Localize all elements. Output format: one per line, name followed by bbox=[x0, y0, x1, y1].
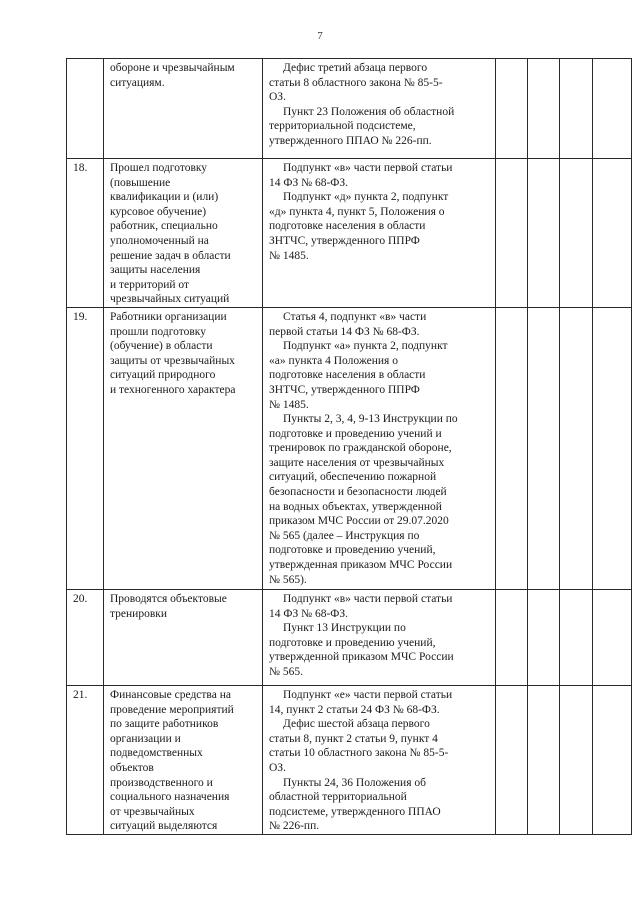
requirement-line: квалификации и (или) bbox=[110, 191, 219, 204]
legal-reference-text bbox=[263, 59, 495, 149]
requirement-line: обороне и чрезвычайным bbox=[110, 62, 235, 74]
reference-line: ЗНТЧС, утвержденного ППРФ bbox=[269, 383, 420, 396]
requirement-line: уполномоченный на bbox=[110, 234, 209, 247]
reference-line: областной территориальной bbox=[269, 791, 407, 804]
check-cell bbox=[593, 59, 632, 159]
reference-line: статьи 8 областного закона № 85-5- bbox=[269, 76, 443, 89]
row-number: 18. bbox=[73, 162, 88, 174]
table-row bbox=[67, 589, 632, 685]
legal-reference-text bbox=[263, 590, 495, 680]
reference-line: ОЗ. bbox=[269, 91, 286, 104]
reference-line: ситуаций, обеспечению пожарной bbox=[269, 471, 437, 484]
table-row bbox=[67, 59, 632, 159]
requirement-line: тренировки bbox=[110, 607, 168, 620]
requirement-line: курсовое обучение) bbox=[110, 205, 207, 218]
page-number: 7 bbox=[317, 30, 323, 42]
reference-line: Подпункт «в» части первой статьи bbox=[283, 592, 453, 605]
reference-line: первой статьи 14 ФЗ № 68-ФЗ. bbox=[269, 325, 420, 338]
legal-reference-text bbox=[263, 686, 495, 834]
check-cell bbox=[528, 685, 560, 834]
requirement-line: проведение мероприятий bbox=[110, 703, 234, 716]
row-number-cell bbox=[67, 685, 104, 834]
requirement-cell bbox=[104, 685, 263, 834]
requirements-table bbox=[66, 58, 632, 835]
requirement-cell bbox=[104, 59, 263, 159]
table-body bbox=[67, 59, 632, 835]
reference-line: ОЗ. bbox=[269, 761, 286, 774]
requirement-text bbox=[104, 159, 262, 307]
reference-line: утвержденного ППАО № 226-пп. bbox=[269, 134, 432, 147]
reference-paragraph bbox=[269, 161, 491, 190]
row-number: 19. bbox=[73, 310, 88, 323]
reference-line: статьи 8, пункт 2 статьи 9, пункт 4 bbox=[269, 732, 438, 745]
reference-line: № 1485. bbox=[269, 249, 309, 262]
legal-reference-text bbox=[263, 159, 495, 263]
row-number bbox=[67, 59, 103, 61]
requirement-line: защиты от чрезвычайных bbox=[110, 354, 235, 367]
requirement-line: Работники организации bbox=[110, 310, 227, 323]
requirement-line: решение задач в области bbox=[110, 249, 231, 262]
reference-line: ЗНТЧС, утвержденного ППРФ bbox=[269, 234, 420, 247]
reference-line: подготовке и проведению учений, bbox=[269, 544, 436, 557]
requirement-line: и техногенного характера bbox=[110, 383, 236, 396]
reference-line: приказом МЧС России от 29.07.2020 bbox=[269, 515, 449, 528]
reference-line: Подпункт «д» пункта 2, подпункт bbox=[283, 191, 449, 204]
row-number-cell bbox=[67, 159, 104, 308]
legal-reference-cell bbox=[263, 589, 496, 685]
requirement-cell bbox=[104, 307, 263, 589]
requirement-line: ситуаций природного bbox=[110, 369, 216, 382]
check-cell bbox=[496, 159, 528, 308]
check-cell bbox=[560, 685, 593, 834]
check-cell bbox=[560, 307, 593, 589]
requirement-line: прошли подготовку bbox=[110, 325, 206, 338]
reference-line: Дефис шестой абзаца первого bbox=[283, 718, 430, 731]
requirement-text bbox=[104, 686, 262, 834]
reference-line: 14, пункт 2 статьи 24 ФЗ № 68-ФЗ. bbox=[269, 703, 440, 716]
legal-reference-cell bbox=[263, 59, 496, 159]
requirement-line: Финансовые средства на bbox=[110, 688, 231, 701]
check-cell bbox=[496, 589, 528, 685]
check-cell bbox=[560, 589, 593, 685]
reference-line: Пункт 23 Положения об областной bbox=[283, 105, 455, 118]
requirement-cell bbox=[104, 589, 263, 685]
reference-line: № 565. bbox=[269, 665, 303, 678]
row-number: 20. bbox=[73, 592, 88, 605]
reference-line: «а» пункта 4 Положения о bbox=[269, 354, 398, 367]
reference-line: Подпункт «е» части первой статьи bbox=[283, 688, 453, 701]
requirement-line: ситуациям. bbox=[110, 76, 165, 89]
check-cell bbox=[528, 159, 560, 308]
requirement-line: защиты населения bbox=[110, 264, 201, 277]
reference-line: тренировок по гражданской обороне, bbox=[269, 442, 452, 455]
requirement-line: работник, специально bbox=[110, 220, 218, 233]
requirement-line: Проводятся объектовые bbox=[110, 592, 227, 605]
reference-line: № 1485. bbox=[269, 398, 309, 411]
reference-line: подготовке населения в области bbox=[269, 220, 426, 233]
row-number: 21. bbox=[73, 688, 88, 701]
reference-line: подсистеме, утвержденного ППАО bbox=[269, 805, 441, 818]
reference-line: Статья 4, подпункт «в» части bbox=[283, 310, 427, 323]
requirement-line: (повышение bbox=[110, 176, 171, 189]
reference-line: № 226-пп. bbox=[269, 820, 320, 833]
reference-line: Пункт 13 Инструкции по bbox=[283, 622, 406, 635]
requirement-line: (обучение) в области bbox=[110, 340, 213, 353]
requirement-line: по защите работников bbox=[110, 718, 219, 731]
reference-line: статьи 10 областного закона № 85-5- bbox=[269, 747, 449, 760]
row-number-cell bbox=[67, 59, 104, 159]
check-cell bbox=[496, 307, 528, 589]
requirement-line: подведомственных bbox=[110, 747, 203, 760]
reference-line: Пункты 2, 3, 4, 9-13 Инструкции по bbox=[283, 413, 458, 426]
reference-line: № 565 (далее – Инструкция по bbox=[269, 529, 420, 542]
reference-line: Подпункт «в» части первой статьи bbox=[283, 162, 453, 174]
reference-line: «д» пункта 4, пункт 5, Положения о bbox=[269, 205, 445, 218]
legal-reference-text bbox=[263, 308, 495, 587]
reference-line: утвержденной приказом МЧС России bbox=[269, 651, 454, 664]
reference-paragraph bbox=[269, 776, 491, 834]
reference-paragraph bbox=[269, 310, 491, 339]
reference-paragraph bbox=[269, 717, 491, 775]
table-row bbox=[67, 307, 632, 589]
reference-line: подготовке и проведению учений, bbox=[269, 636, 436, 649]
reference-paragraph bbox=[269, 412, 491, 587]
table-row bbox=[67, 685, 632, 834]
requirement-text bbox=[104, 590, 262, 621]
reference-line: Пункты 24, 36 Положения об bbox=[283, 776, 426, 789]
row-number-cell bbox=[67, 307, 104, 589]
check-cell bbox=[496, 59, 528, 159]
requirement-text bbox=[104, 308, 262, 398]
requirement-line: социального назначения bbox=[110, 791, 230, 804]
requirement-line: ситуаций выделяются bbox=[110, 820, 218, 833]
check-cell bbox=[593, 685, 632, 834]
reference-paragraph bbox=[269, 61, 491, 105]
reference-line: утвержденная приказом МЧС России bbox=[269, 559, 453, 572]
table-row bbox=[67, 159, 632, 308]
requirement-line: объектов bbox=[110, 761, 154, 774]
reference-paragraph bbox=[269, 105, 491, 149]
requirement-line: от чрезвычайных bbox=[110, 805, 195, 818]
check-cell bbox=[593, 589, 632, 685]
legal-reference-cell bbox=[263, 685, 496, 834]
reference-line: Подпункт «а» пункта 2, подпункт bbox=[283, 340, 448, 353]
reference-line: Дефис третий абзаца первого bbox=[283, 62, 428, 74]
requirement-line: организации и bbox=[110, 732, 181, 745]
check-cell bbox=[528, 59, 560, 159]
reference-paragraph bbox=[269, 688, 491, 717]
check-cell bbox=[560, 59, 593, 159]
legal-reference-cell bbox=[263, 159, 496, 308]
check-cell bbox=[528, 307, 560, 589]
check-cell bbox=[593, 307, 632, 589]
reference-line: подготовке населения в области bbox=[269, 369, 426, 382]
requirement-cell bbox=[104, 159, 263, 308]
requirement-line: производственного и bbox=[110, 776, 213, 789]
check-cell bbox=[560, 159, 593, 308]
reference-line: 14 ФЗ № 68-ФЗ. bbox=[269, 176, 348, 189]
reference-line: территориальной подсистеме, bbox=[269, 120, 416, 133]
reference-paragraph bbox=[269, 190, 491, 263]
requirement-text bbox=[104, 59, 262, 90]
check-cell bbox=[593, 159, 632, 308]
reference-paragraph bbox=[269, 621, 491, 679]
reference-line: 14 ФЗ № 68-ФЗ. bbox=[269, 607, 348, 620]
reference-line: защите населения от чрезвычайных bbox=[269, 456, 445, 469]
requirement-line: Прошел подготовку bbox=[110, 162, 208, 174]
reference-line: подготовке и проведению учений и bbox=[269, 427, 442, 440]
reference-line: на водных объектах, утвержденной bbox=[269, 500, 442, 513]
reference-line: безопасности и безопасности людей bbox=[269, 486, 447, 499]
requirement-line: чрезвычайных ситуаций bbox=[110, 293, 230, 306]
reference-paragraph bbox=[269, 592, 491, 621]
reference-paragraph bbox=[269, 339, 491, 412]
requirement-line: и территорий от bbox=[110, 278, 189, 291]
check-cell bbox=[496, 685, 528, 834]
row-number-cell bbox=[67, 589, 104, 685]
check-cell bbox=[528, 589, 560, 685]
reference-line: № 565). bbox=[269, 573, 307, 586]
legal-reference-cell bbox=[263, 307, 496, 589]
